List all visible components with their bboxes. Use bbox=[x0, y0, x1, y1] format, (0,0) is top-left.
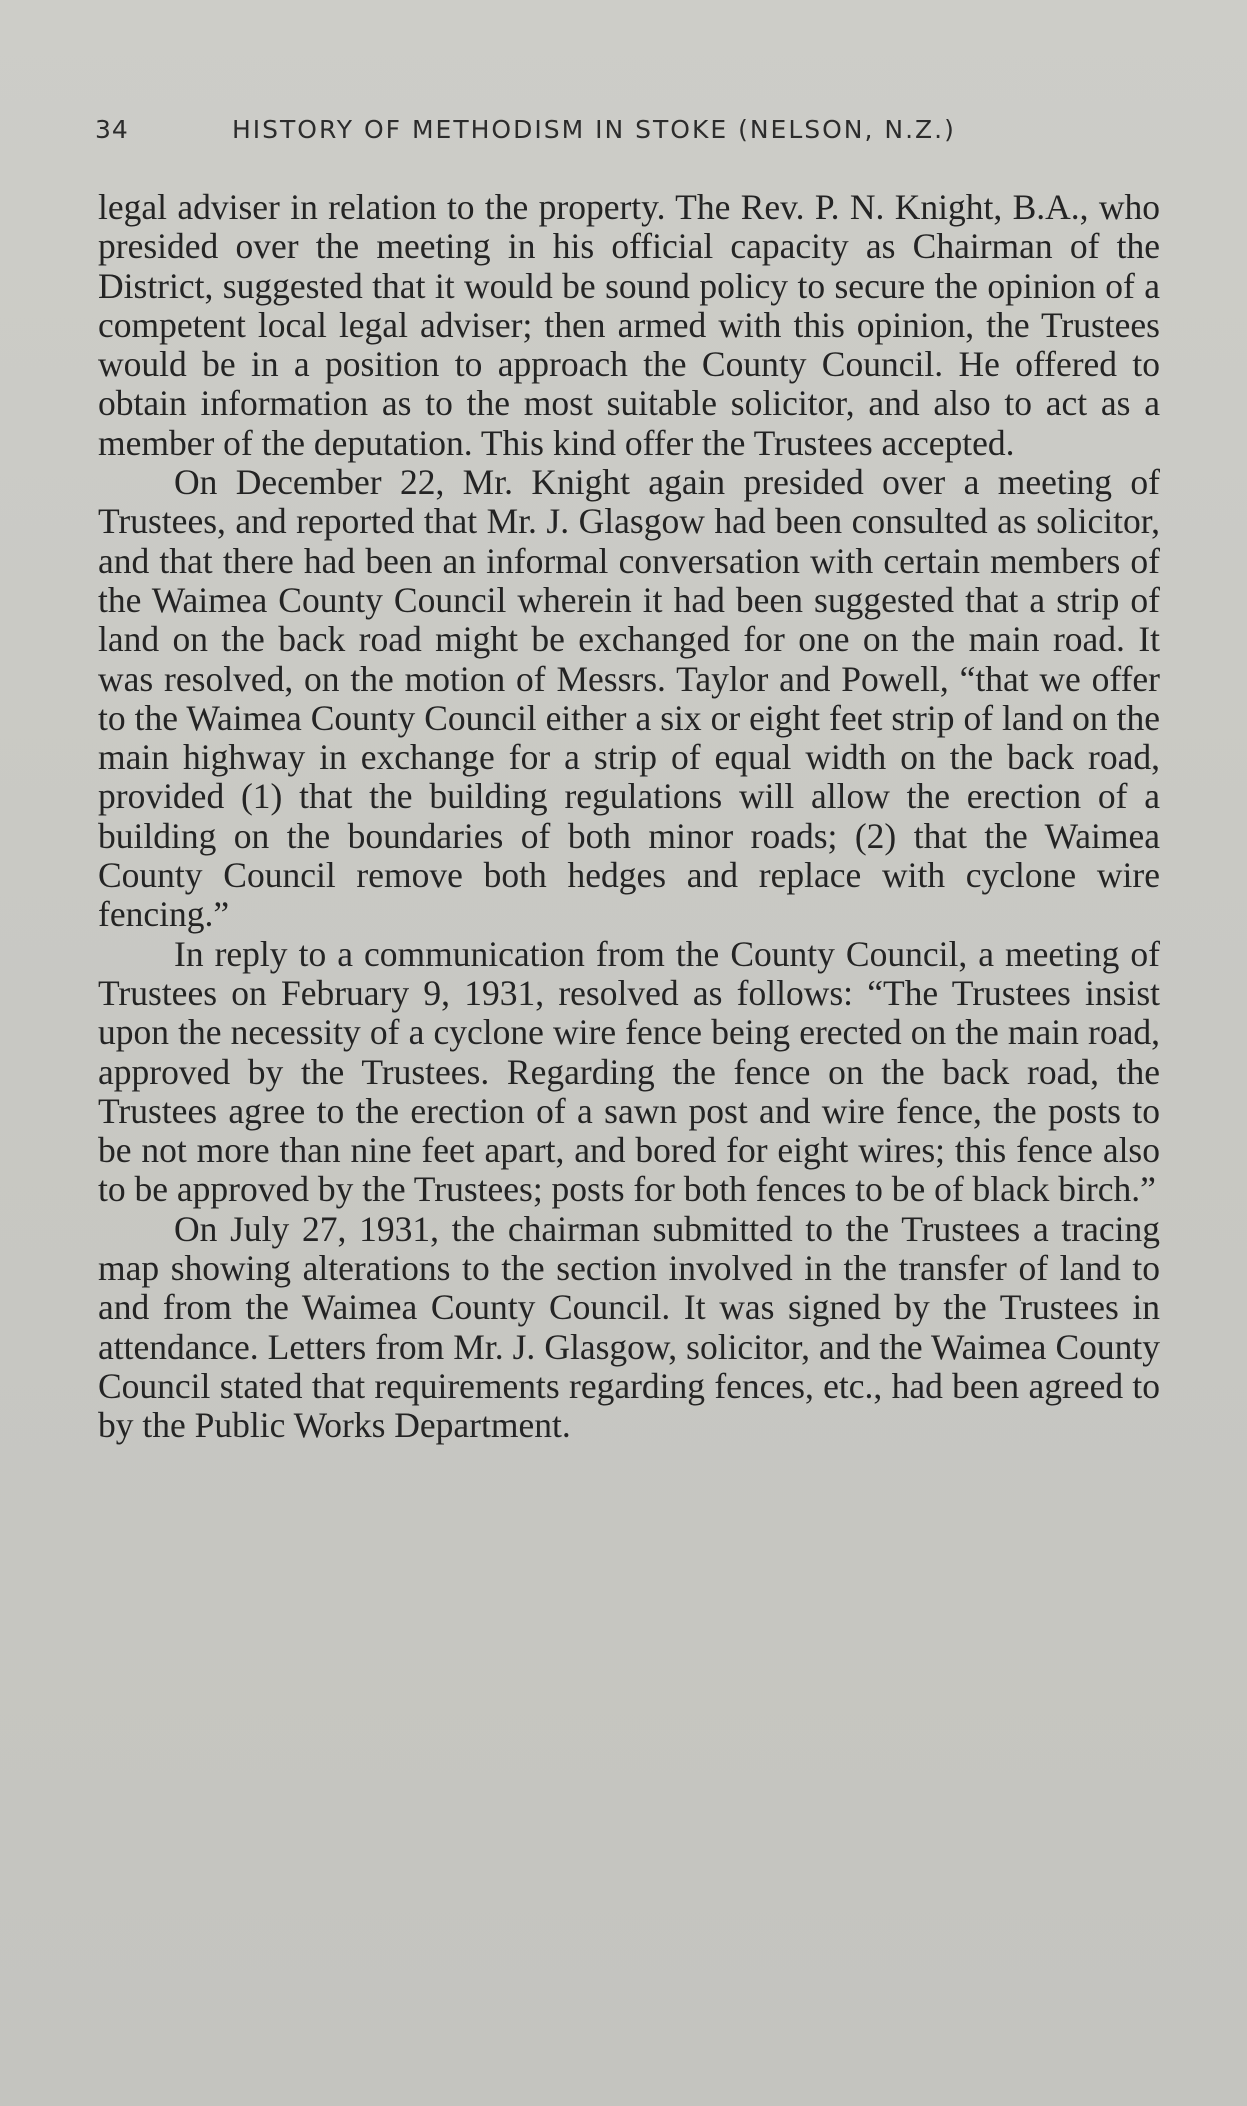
page-header bbox=[95, 115, 1155, 155]
page-number: 34 bbox=[95, 115, 129, 144]
body-text bbox=[98, 188, 1160, 1446]
paragraph: In reply to a communication from the County Council, a meeting of Trustees on February 9, 1931, resolved as follows: “The Trustees insist upon the necessity of a cyclone wire fence being erected on the main road, approved by the Trustees. Regarding the fence on the back road, the Trustees agree to the erection of a sawn post and wire fence, the posts to be not more than nine feet apart, and bored for eight wires; this fence also to be approved by the Trustees; posts for both fences to be of black birch.” bbox=[98, 933, 1160, 1210]
paragraph: On December 22, Mr. Knight again presided over a meeting of Trustees, and reported that Mr. J. Glasgow had been consulted as solicitor, and that there had been an informal conversation with certain members of the Waimea County Council wherein it had been suggested that a strip of land on the back road might be exchanged for one on the main road. It was resolved, on the motion of Messrs. Taylor and Powell, “that we offer to the Waimea County Council either a six or eight feet strip of land on the main highway in exchange for a strip of equal width on the back road, provided (1) that the building regulations will allow the erection of a building on the boundaries of both minor roads; (2) that the Waimea County Council remove both hedges and replace with cyclone wire fencing.” bbox=[98, 462, 1160, 935]
running-head: HISTORY OF METHODISM IN STOKE (NELSON, N.Z.) bbox=[232, 115, 956, 144]
paragraph: legal adviser in relation to the property. The Rev. P. N. Knight, B.A., who presided over the meeting in his official capacity as Chairman of the District, suggested that it would be sound policy to secure the opinion of a competent local legal adviser; then armed with this opinion, the Trustees would be in a position to approach the County Council. He offered to obtain information as to the most suitable solicitor, and also to act as a member of the deputation. This kind offer the Trustees accepted. bbox=[98, 187, 1160, 463]
paragraph: On July 27, 1931, the chairman submitted to the Trustees a tracing map showing alterations to the section involved in the transfer of land to and from the Waimea County Council. It was signed by the Trustees in attendance. Letters from Mr. J. Glasgow, solicitor, and the Waimea County Council stated that requirements regarding fences, etc., had been agreed to by the Public Works Department. bbox=[98, 1208, 1160, 1446]
